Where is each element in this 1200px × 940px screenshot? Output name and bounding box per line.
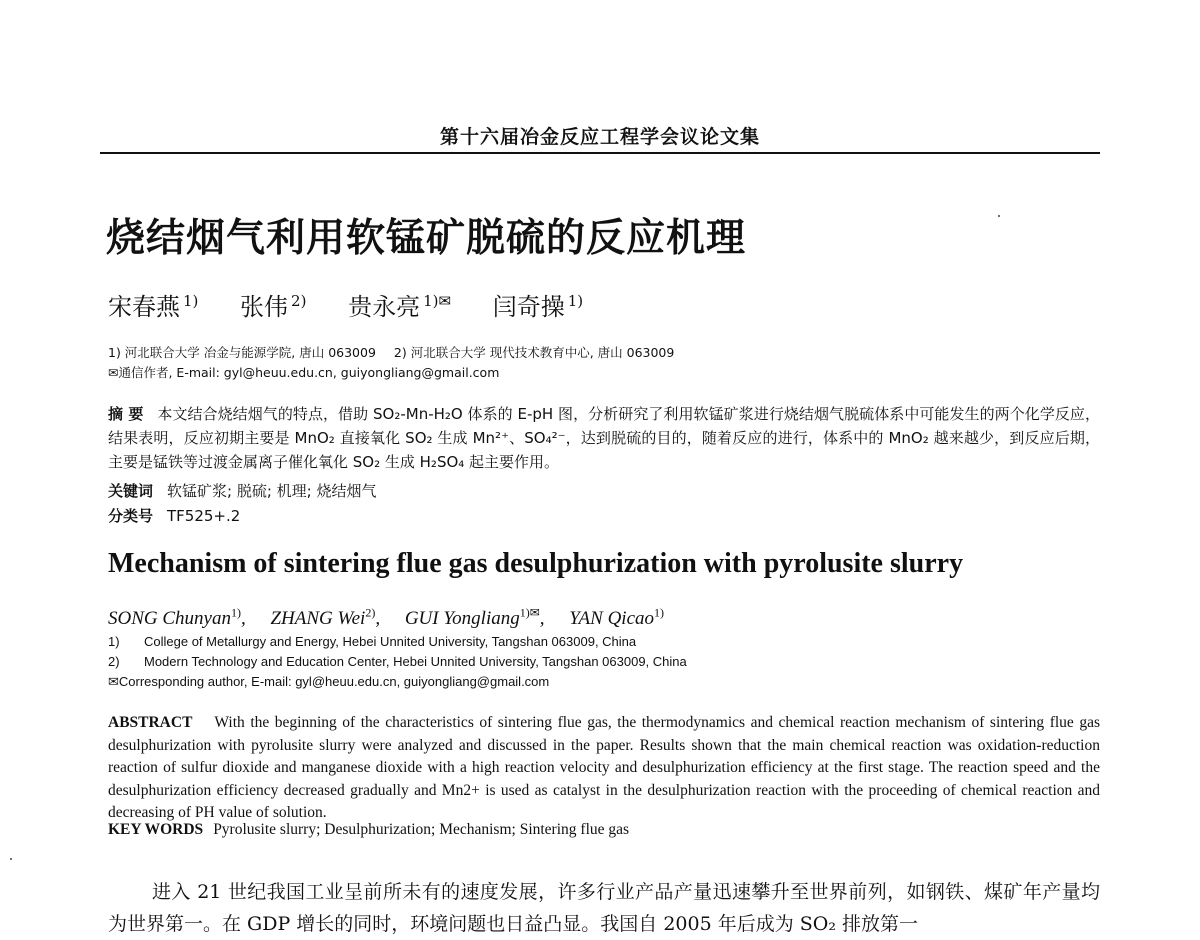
cn-authors xyxy=(108,287,617,322)
cn-author: 闫奇操 $^{1)}$ xyxy=(492,292,584,321)
cn-keywords-text: 软锰矿浆; 脱硫; 机理; 烧结烟气 xyxy=(167,482,377,500)
en-affiliation-1: 1) College of Metallurgy and Energy, Hebei Unnited University, Tangshan 063009, China xyxy=(108,634,637,649)
en-abstract-label: ABSTRACT xyxy=(108,714,193,731)
cn-author: 张伟 $^{2)}$ xyxy=(240,292,307,321)
body-paragraph: 进入 21 世纪我国工业呈前所未有的速度发展，许多行业产品产量迅速攀升至世界前列，如钢铁、煤矿年产量均为世界第一。在 GDP 增长的同时，环境问题也日益凸显。我国自 2005 年后成为 SO₂ 排放第一 xyxy=(108,881,1100,935)
cn-affiliations xyxy=(108,343,674,383)
cn-keywords-label: 关键词 xyxy=(108,482,154,500)
en-correspondence: ✉Corresponding author, E-mail: gyl@heuu.edu.cn, guiyongliang@gmail.com xyxy=(108,674,550,689)
en-affiliation-2: 2) Modern Technology and Education Center, Hebei Unnited University, Tangshan 063009, China xyxy=(108,654,687,669)
cn-keywords xyxy=(108,480,376,501)
cn-classification-text: TF525+.2 xyxy=(167,507,241,525)
cn-correspondence: ✉通信作者, E-mail: gyl@heuu.edu.cn, guiyongliang@gmail.com xyxy=(108,365,500,380)
scan-speck xyxy=(998,215,1000,217)
cn-abstract-text: 本文结合烧结烟气的特点，借助 SO₂-Mn-H₂O 体系的 E-pH 图，分析研究了利用软锰矿浆进行烧结烟气脱硫体系中可能发生的两个化学反应，结果表明，反应初期主要是 MnO₂ 直接氧化 SO₂ 生成 Mn²⁺、SO₄²⁻，达到脱硫的目的，随着反应的进行，体系中的 MnO₂ 越来越少，到反应后期，主要是锰铁等过渡金属离子催化氧化 SO₂ 生成 H₂SO₄ 起主要作用。 xyxy=(108,405,1100,471)
cn-author: 贵永亮 $^{1)✉}$ xyxy=(348,292,452,321)
en-affiliations xyxy=(108,632,687,692)
en-author: ZHANG Wei$^{2)}$, xyxy=(270,606,381,630)
header-rule xyxy=(100,152,1100,154)
en-keywords-text: Pyrolusite slurry; Desulphurization; Mechanism; Sintering flue gas xyxy=(213,821,630,838)
running-header: 第十六届冶金反应工程学会议论文集 xyxy=(439,126,760,148)
cn-classification xyxy=(108,505,240,526)
cn-abstract xyxy=(108,402,1100,474)
en-author: YAN Qicao$^{1)}$ xyxy=(569,606,664,630)
cn-classification-label: 分类号 xyxy=(108,507,154,525)
en-keywords-label: KEY WORDS xyxy=(108,821,204,838)
scan-speck xyxy=(10,858,12,860)
en-title: Mechanism of sintering flue gas desulphurization with pyrolusite slurry xyxy=(108,548,964,579)
cn-title: 烧结烟气利用软锰矿脱硫的反应机理 xyxy=(106,216,747,261)
cn-affiliation-line xyxy=(108,343,674,363)
en-authors xyxy=(108,606,684,630)
cn-abstract-label: 摘 要 xyxy=(108,405,144,423)
cn-affiliation-2: 2) 河北联合大学 现代技术教育中心, 唐山 063009 xyxy=(393,345,675,360)
en-abstract xyxy=(108,712,1100,825)
cn-affiliation-1: 1) 河北联合大学 冶金与能源学院, 唐山 063009 xyxy=(108,345,376,360)
en-author: SONG Chunyan$^{1)}$, xyxy=(108,606,246,630)
en-keywords xyxy=(108,821,629,839)
cn-author: 宋春燕 $^{1)}$ xyxy=(108,292,199,321)
en-abstract-text: With the beginning of the characteristics of sintering flue gas, the thermodynamics and chemical reaction mechanism of sintering flue gas desulphurization with pyrolusite slurry were analyzed and discussed in the paper. Results shown that the main chemical reaction was oxidation-reduction reaction of sulfur dioxide and manganese dioxide with a high reaction velocity and desulphurization efficiency at the first stage. The reaction speed and the desulphurization efficiency decreased gradually and Mn2+ is used as catalyst in the desulphurization reaction with the proceeding of chemical reaction and decreasing of PH value of solution. xyxy=(108,714,1100,821)
en-author: GUI Yongliang$^{1)✉}$, xyxy=(404,606,545,630)
